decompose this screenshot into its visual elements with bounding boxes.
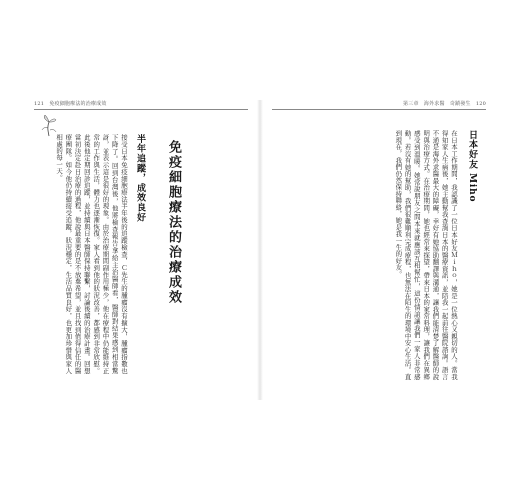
- right-body-text: 在日本工作期間，我認識了一位日本好友Ｍｉｈｏ，她是一位熱心又親切的人。當我得知家人生病後，她主動幫我查詢日本的醫療資訊，並陪我一起前往醫院諮詢。語言不通是海外求醫最大的障礙，幸好有她協助翻譯與溝通，讓我們能清楚了解醫師的說明與治療方式。在治療期間，她也經常來探望，帶來日本的家常料理，讓我們在異鄉感受到溫暖。她常說朋友之間本來就應該互相幫忙，這份情誼讓我們一家人非常感動。若沒有她的幫助，我們很難順利完成療程，也無法在陌生的環境中安心生活。直到現在，我們仍然保持聯絡，她是我一生的好友。: [394, 130, 458, 380]
- right-header-rule: [272, 109, 486, 110]
- book-spread: [26, 100, 494, 400]
- right-section-heading: 日本好友 Miho: [467, 130, 477, 203]
- right-page: [264, 100, 494, 400]
- left-header-rule: [34, 109, 248, 110]
- left-section-heading: 半年追蹤，成效良好: [135, 134, 145, 223]
- left-body-text: 接受日本免疫細胞療法半年後的追蹤檢查，Ｃ先生的腫瘤沒有擴大，腫瘤指數也下降了。回到台灣後，他將檢查報告拿給主治醫師看，醫師對結果感到相當驚訝，並表示這是很好的現象。由於治療期間副作用極少，他在療程中仍能維持正常的工作與生活，體力也逐漸恢復。家人看到他的狀況改善，都感到非常欣慰。此後他定期回診追蹤，並持續與日本醫師保持聯繫，討論後續的治療計畫。回想當初決定赴日治療的過程，他說最重要的是不放棄希望，並且找到值得信任的醫療團隊。如今他仍持續接受追蹤，狀況穩定，生活品質良好，也更加珍惜與家人相處的每一天。: [55, 134, 128, 374]
- left-page-header: 121 免疫細胞療法的治療成效: [34, 101, 107, 107]
- chapter-title: 免疫細胞療法的治療成效: [166, 140, 181, 305]
- book-gutter: [257, 100, 263, 400]
- right-page-header: 第三章 海外求醫 奇蹟發生 120: [403, 101, 486, 107]
- left-page: [26, 100, 256, 400]
